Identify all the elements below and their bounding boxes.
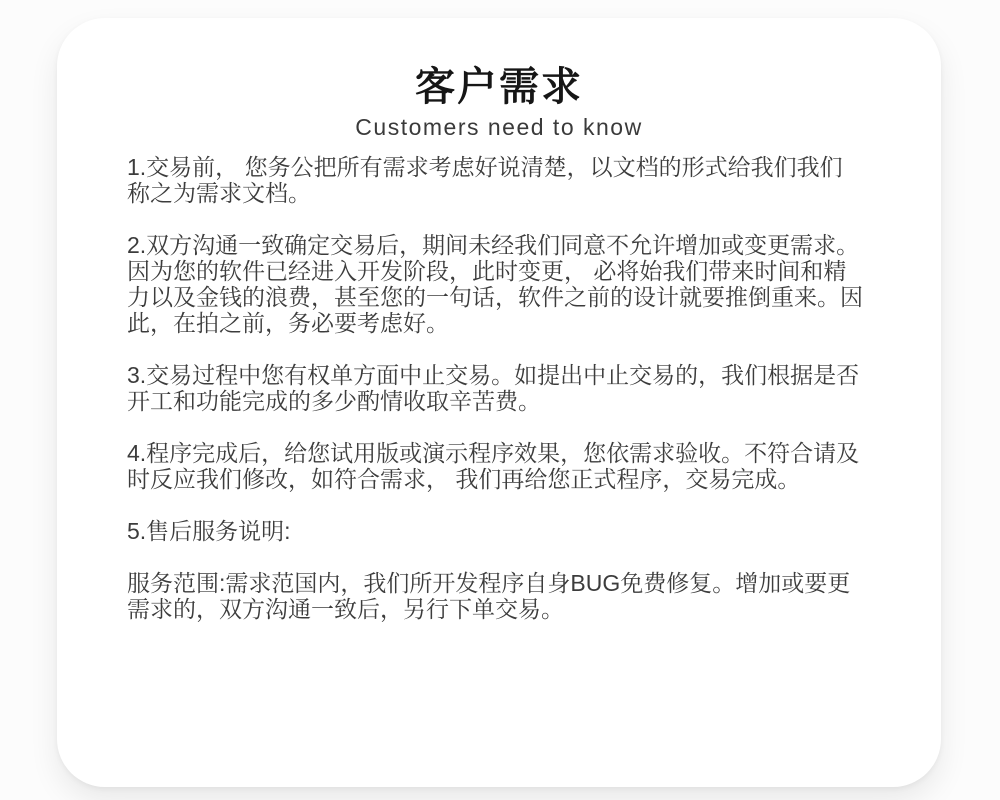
paragraph-6: 服务范围:需求范国内，我们所开发程序自身BUG免费修复。增加或要更需求的，双方沟通一致后，另行下单交易。 (127, 570, 851, 622)
paragraph-3: 3.交易过程中您有权单方面中止交易。如提出中止交易的，我们根据是否开工和功能完成的多少酌情收取辛苦费。 (127, 362, 860, 414)
page-title: 客户需求 (415, 65, 583, 109)
paragraph-1: 1.交易前， 您务公把所有需求考虑好说清楚，以文档的形式给我们我们称之为需求文档。 (127, 154, 843, 206)
paragraph-4: 4.程序完成后，给您试用版或演示程序效果，您依需求验收。不符合请及时反应我们修改，如符合需求， 我们再给您正式程序，交易完成。 (127, 440, 860, 492)
paragraph-2: 2.双方沟通一致确定交易后，期间未经我们同意不允许增加或变更需求。因为您的软件已经进入开发阶段，此时变更， 必将始我们带来时间和精力以及金钱的浪费，甚至您的一句话，软件之前的设计就要推倒重来。因此，在拍之前，务必要考虑好。 (127, 232, 863, 336)
paragraph-5: 5.售后服务说明: (127, 518, 291, 544)
requirements-card (57, 18, 941, 787)
requirements-content (127, 154, 863, 622)
page-subtitle: Customers need to know (355, 114, 643, 140)
